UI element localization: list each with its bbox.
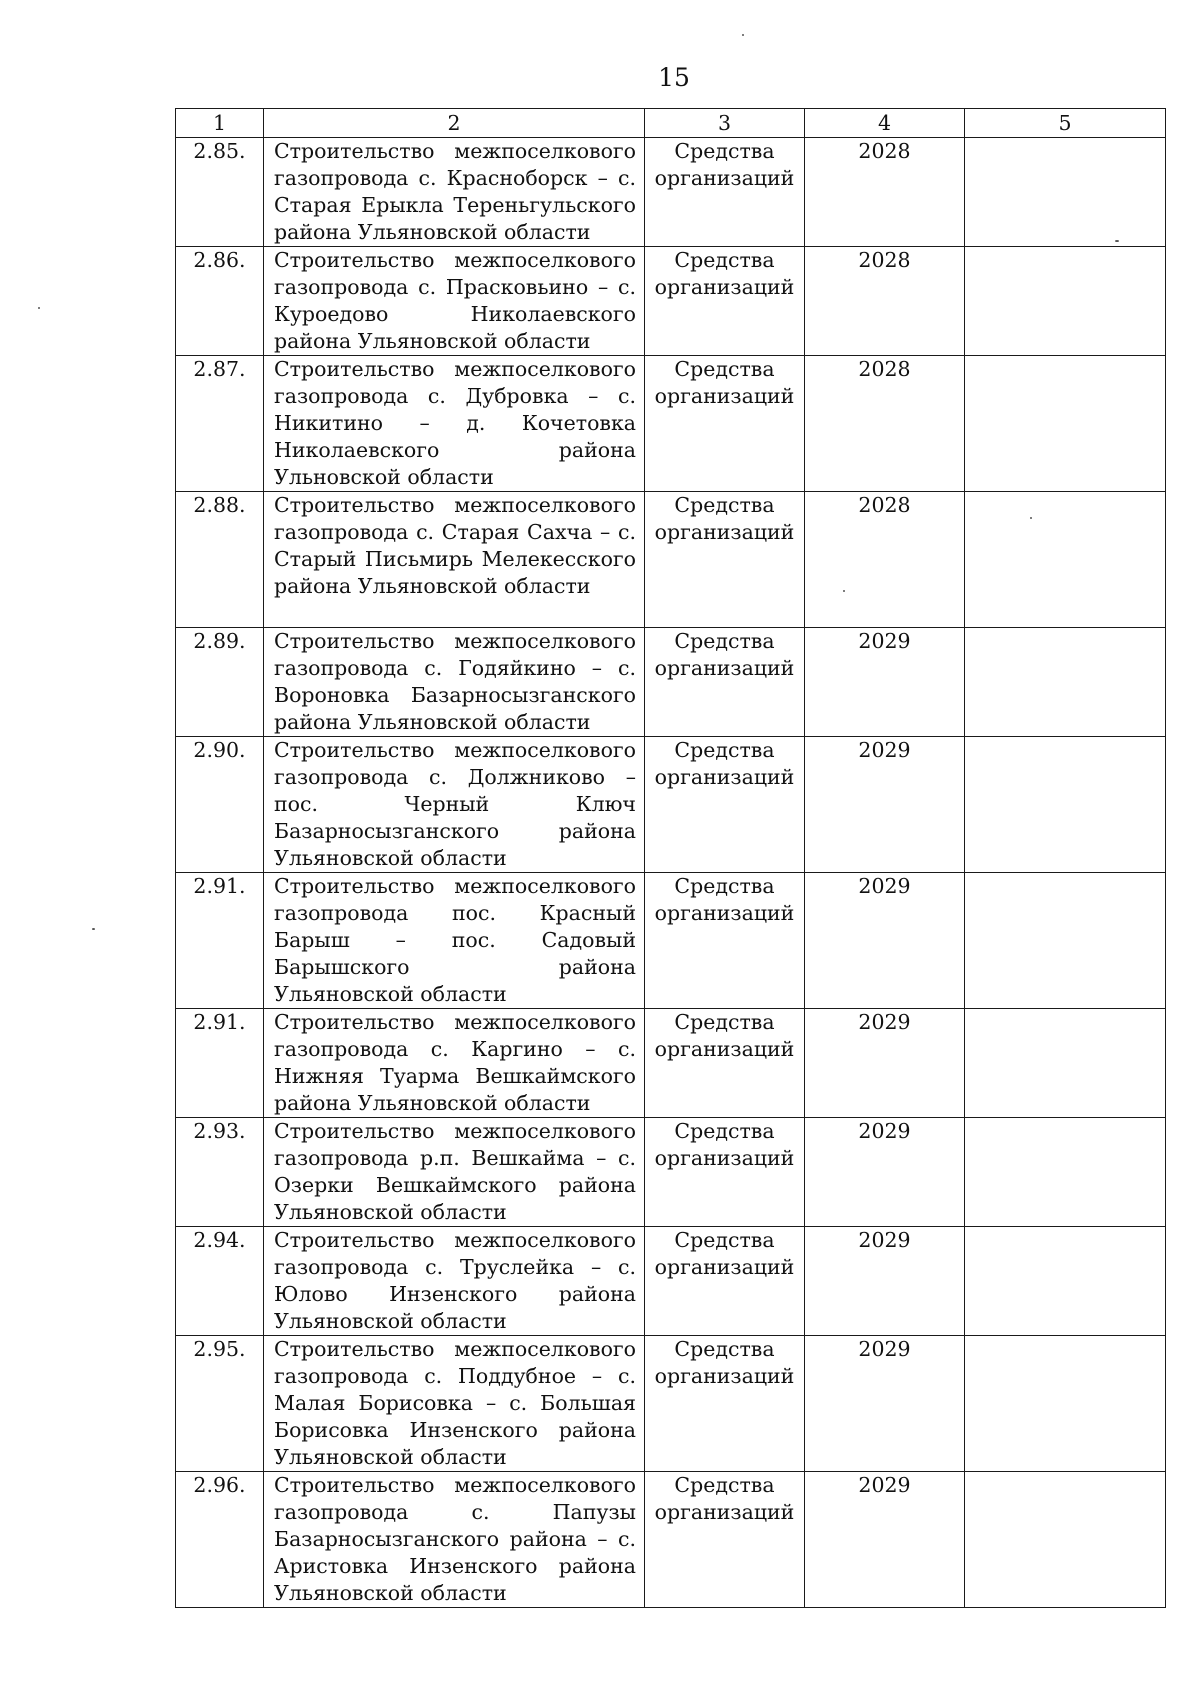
- column-header-1: 1: [176, 109, 264, 138]
- project-name-cell: Строительство межпоселкового газопровода с. Дубровка – с. Никитино – д. Кочетовка Николаевского района Ульновской области: [264, 356, 645, 492]
- note-cell: [965, 1472, 1166, 1608]
- note-cell: [965, 138, 1166, 247]
- item-number-cell: 2.85.: [176, 138, 264, 247]
- note-cell: [965, 1009, 1166, 1118]
- item-number-cell: 2.89.: [176, 628, 264, 737]
- year-cell: 2028: [805, 247, 965, 356]
- year-cell: 2029: [805, 1472, 965, 1608]
- table-row: [176, 1472, 1166, 1608]
- table-row: [176, 138, 1166, 247]
- project-name-cell: Строительство межпоселкового газопровода пос. Красный Барыш – пос. Садовый Барышского района Ульяновской области: [264, 873, 645, 1009]
- table-row: [176, 1118, 1166, 1227]
- scan-speck: [742, 34, 744, 36]
- project-name-cell: Строительство межпоселкового газопровода с. Поддубное – с. Малая Борисовка – с. Большая Борисовка Инзенского района Ульяновской области: [264, 1336, 645, 1472]
- year-cell: 2029: [805, 1009, 965, 1118]
- year-cell: 2028: [805, 356, 965, 492]
- project-name-cell: Строительство межпоселкового газопровода с. Каргино – с. Нижняя Туарма Вешкаймского района Ульяновской области: [264, 1009, 645, 1118]
- table-row: [176, 247, 1166, 356]
- program-table: [175, 108, 1166, 1608]
- year-cell: 2029: [805, 737, 965, 873]
- project-name-cell: Строительство межпоселкового газопровода с. Прасковьино – с. Куроедово Николаевского района Ульяновской области: [264, 247, 645, 356]
- table-body: [176, 138, 1166, 1608]
- note-cell: [965, 247, 1166, 356]
- item-number-cell: 2.87.: [176, 356, 264, 492]
- item-number-cell: 2.91.: [176, 1009, 264, 1118]
- funding-source-cell: Средства организаций: [645, 628, 805, 737]
- note-cell: [965, 737, 1166, 873]
- project-name-cell: Строительство межпоселкового газопровода с. Старая Сахча – с. Старый Письмирь Мелекесского района Ульяновской области: [264, 492, 645, 628]
- funding-source-cell: Средства организаций: [645, 247, 805, 356]
- table-row: [176, 873, 1166, 1009]
- year-cell: 2029: [805, 1227, 965, 1336]
- item-number-cell: 2.88.: [176, 492, 264, 628]
- note-cell: [965, 873, 1166, 1009]
- year-cell: 2028: [805, 492, 965, 628]
- funding-source-cell: Средства организаций: [645, 1472, 805, 1608]
- scan-speck: [1115, 240, 1119, 242]
- note-cell: [965, 1227, 1166, 1336]
- year-cell: 2029: [805, 873, 965, 1009]
- table-row: [176, 492, 1166, 628]
- item-number-cell: 2.90.: [176, 737, 264, 873]
- page-number: 15: [658, 63, 690, 92]
- scan-speck: [92, 928, 95, 930]
- note-cell: [965, 1336, 1166, 1472]
- project-name-cell: Строительство межпоселкового газопровода с. Должниково – пос. Черный Ключ Базарносызганского района Ульяновской области: [264, 737, 645, 873]
- item-number-cell: 2.95.: [176, 1336, 264, 1472]
- table-row: [176, 628, 1166, 737]
- column-header-3: 3: [645, 109, 805, 138]
- funding-source-cell: Средства организаций: [645, 737, 805, 873]
- funding-source-cell: Средства организаций: [645, 138, 805, 247]
- table-row: [176, 356, 1166, 492]
- project-name-cell: Строительство межпоселкового газопровода р.п. Вешкайма – с. Озерки Вешкаймского района Ульяновской области: [264, 1118, 645, 1227]
- project-name-cell: Строительство межпоселкового газопровода с. Папузы Базарносызганского района – с. Аристовка Инзенского района Ульяновской области: [264, 1472, 645, 1608]
- item-number-cell: 2.86.: [176, 247, 264, 356]
- funding-source-cell: Средства организаций: [645, 492, 805, 628]
- column-header-4: 4: [805, 109, 965, 138]
- column-header-2: 2: [264, 109, 645, 138]
- year-cell: 2029: [805, 628, 965, 737]
- project-name-cell: Строительство межпоселкового газопровода с. Труслейка – с. Юлово Инзенского района Ульяновской области: [264, 1227, 645, 1336]
- note-cell: [965, 1118, 1166, 1227]
- scan-speck: [1030, 517, 1032, 519]
- year-cell: 2029: [805, 1336, 965, 1472]
- column-header-5: 5: [965, 109, 1166, 138]
- funding-source-cell: Средства организаций: [645, 356, 805, 492]
- note-cell: [965, 492, 1166, 628]
- project-name-cell: Строительство межпоселкового газопровода с. Годяйкино – с. Вороновка Базарносызганского района Ульяновской области: [264, 628, 645, 737]
- item-number-cell: 2.96.: [176, 1472, 264, 1608]
- table-row: [176, 1227, 1166, 1336]
- item-number-cell: 2.91.: [176, 873, 264, 1009]
- item-number-cell: 2.93.: [176, 1118, 264, 1227]
- funding-source-cell: Средства организаций: [645, 873, 805, 1009]
- scan-speck: [843, 590, 845, 592]
- project-name-cell: Строительство межпоселкового газопровода с. Красноборск – с. Старая Ерыкла Тереньгульского района Ульяновской области: [264, 138, 645, 247]
- year-cell: 2028: [805, 138, 965, 247]
- funding-source-cell: Средства организаций: [645, 1227, 805, 1336]
- table-row: [176, 1336, 1166, 1472]
- note-cell: [965, 356, 1166, 492]
- header-row: [176, 109, 1166, 138]
- funding-source-cell: Средства организаций: [645, 1336, 805, 1472]
- funding-source-cell: Средства организаций: [645, 1009, 805, 1118]
- scan-speck: [38, 307, 40, 309]
- table-header: [176, 109, 1166, 138]
- table-row: [176, 737, 1166, 873]
- table-row: [176, 1009, 1166, 1118]
- year-cell: 2029: [805, 1118, 965, 1227]
- item-number-cell: 2.94.: [176, 1227, 264, 1336]
- note-cell: [965, 628, 1166, 737]
- funding-source-cell: Средства организаций: [645, 1118, 805, 1227]
